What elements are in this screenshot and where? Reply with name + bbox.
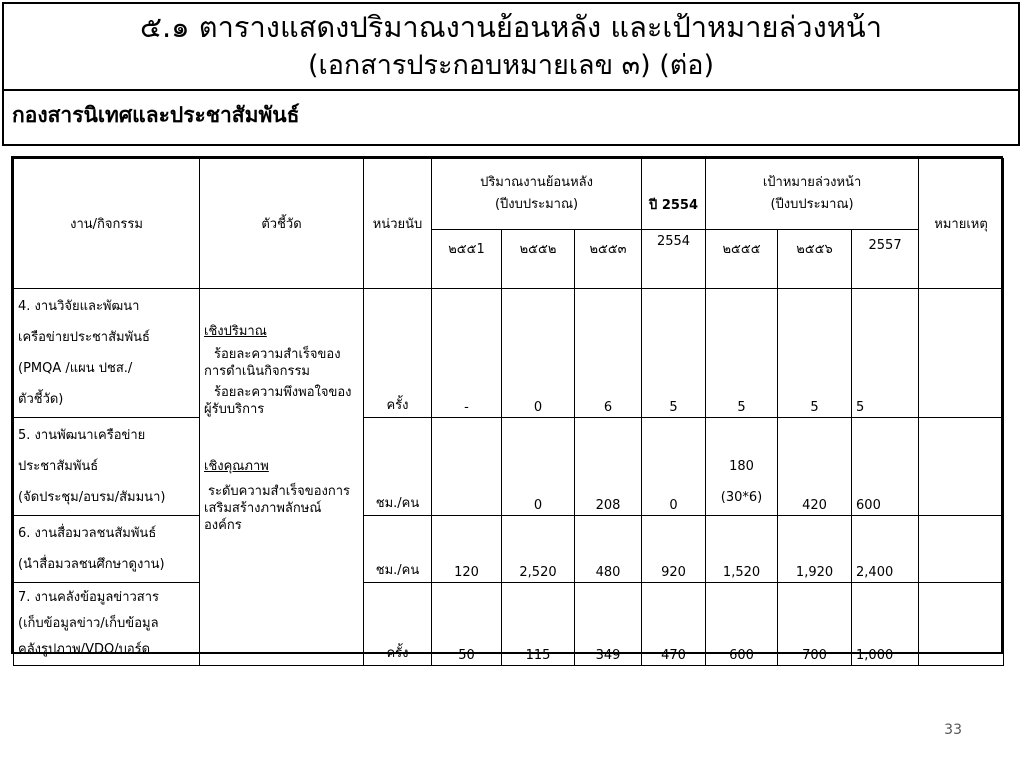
value-cell: 5: [778, 289, 852, 418]
value-cell: 50: [432, 583, 502, 666]
activity-cell: [14, 418, 200, 516]
value-cell: 5: [642, 289, 706, 418]
activity-line: 6. งานสื่อมวลชนสัมพันธ์: [18, 526, 157, 541]
qual-indicator-1: ระดับความสำเร็จของการเสริมสร้างภาพลักษณ์องค์กร: [204, 484, 350, 533]
value-cell: 5: [706, 289, 778, 418]
value-cell: -: [432, 289, 502, 418]
activity-line: เครือข่ายประชาสัมพันธ์: [18, 330, 150, 345]
year-2552: ๒๕๕๒: [502, 230, 575, 289]
slide-title-line2: (เอกสารประกอบหมายเลข ๓) (ต่อ): [307, 50, 715, 81]
value-cell: 0: [502, 289, 575, 418]
header-indicator: ตัวชี้วัด: [200, 159, 364, 289]
page-number: 33: [944, 722, 962, 738]
table-row: [14, 418, 1004, 516]
remark-cell: [919, 583, 1004, 666]
year-2554: 2554: [642, 230, 706, 289]
remark-cell: [919, 289, 1004, 418]
department-heading: กองสารนิเทศและประชาสัมพันธ์: [2, 91, 1020, 146]
value-cell: 208: [575, 418, 642, 516]
value-cell: 600: [706, 583, 778, 666]
header-remark: หมายเหตุ: [919, 159, 1004, 289]
activity-line: คลังรูปภาพ/VDO/บอร์ด: [18, 642, 151, 657]
unit-cell: ครั้ง: [364, 289, 432, 418]
table-row: [14, 289, 1004, 418]
year-2556: ๒๕๕๖: [778, 230, 852, 289]
header-activity: งาน/กิจกรรม: [14, 159, 200, 289]
unit-cell: ชม./คน: [364, 516, 432, 583]
activity-line: (นำสื่อมวลชนศึกษาดูงาน): [18, 557, 165, 572]
year-2551: ๒๕๕1: [432, 230, 502, 289]
indicator-cell: [200, 289, 364, 666]
slide-title-line1: ๕.๑ ตารางแสดงปริมาณงานย้อนหลัง และเป้าหมายล่วงหน้า: [140, 10, 882, 44]
header-row: [14, 159, 1004, 230]
quant-label: เชิงปริมาณ: [204, 324, 267, 339]
value-cell: 115: [502, 583, 575, 666]
value-cell: 1,520: [706, 516, 778, 583]
table-row: [14, 516, 1004, 583]
value-cell: 2,520: [502, 516, 575, 583]
activity-line: ตัวชี้วัด): [18, 392, 64, 407]
value-cell: 480: [575, 516, 642, 583]
activity-line: (เก็บข้อมูลข่าว/เก็บข้อมูล: [18, 616, 159, 631]
activity-line: 7. งานคลังข้อมูลข่าวสาร: [18, 590, 160, 605]
value-cell: 700: [778, 583, 852, 666]
value-cell: 6: [575, 289, 642, 418]
activity-cell: [14, 289, 200, 418]
header-target-sub: (ปีงบประมาณ): [770, 197, 854, 212]
header-past-sub: (ปีงบประมาณ): [494, 197, 579, 212]
slide-title-box: [2, 2, 1020, 91]
value-cell: 0: [642, 418, 706, 516]
value-cell: [706, 418, 778, 516]
activity-line: (PMQA /แผน ปชส./: [18, 361, 133, 376]
value-note: (30*6): [720, 490, 763, 505]
activity-line: 4. งานวิจัยและพัฒนา: [18, 299, 140, 314]
remark-cell: [919, 418, 1004, 516]
workload-table: [11, 156, 1003, 663]
activity-line: ประชาสัมพันธ์: [18, 459, 99, 474]
value-cell: 2,400: [852, 516, 919, 583]
unit-cell: ครั้ง: [364, 583, 432, 666]
value-cell: 920: [642, 516, 706, 583]
remark-cell: [919, 516, 1004, 583]
value-cell: 600: [852, 418, 919, 516]
header-target: เป้าหมายล่วงหน้า: [762, 175, 862, 190]
value-cell: 349: [575, 583, 642, 666]
qual-label: เชิงคุณภาพ: [204, 459, 269, 474]
year-2553: ๒๕๕๓: [575, 230, 642, 289]
quant-indicator-2: ร้อยละความพึงพอใจของผู้รับบริการ: [204, 385, 352, 417]
activity-line: 5. งานพัฒนาเครือข่าย: [18, 428, 146, 443]
table-row: [14, 583, 1004, 666]
value-main: 180: [729, 459, 754, 474]
value-cell: 0: [502, 418, 575, 516]
quant-indicator-1: ร้อยละความสำเร็จของการดำเนินกิจกรรม: [204, 347, 341, 379]
header-past-group: [432, 159, 642, 230]
value-cell: 420: [778, 418, 852, 516]
value-cell: 1,920: [778, 516, 852, 583]
unit-cell: ชม./คน: [364, 418, 432, 516]
header-target-group: [706, 159, 919, 230]
value-cell: 1,000: [852, 583, 919, 666]
header-past: ปริมาณงานย้อนหลัง: [480, 175, 593, 190]
value-cell: [432, 418, 502, 516]
year-2557: 2557: [852, 230, 919, 289]
activity-line: (จัดประชุม/อบรม/สัมมนา): [18, 490, 166, 505]
value-cell: 5: [852, 289, 919, 418]
activity-cell: [14, 583, 200, 666]
header-current-year: ปี 2554: [642, 159, 706, 230]
value-cell: 470: [642, 583, 706, 666]
activity-cell: [14, 516, 200, 583]
year-2555: ๒๕๕๕: [706, 230, 778, 289]
value-cell: 120: [432, 516, 502, 583]
header-unit: หน่วยนับ: [364, 159, 432, 289]
